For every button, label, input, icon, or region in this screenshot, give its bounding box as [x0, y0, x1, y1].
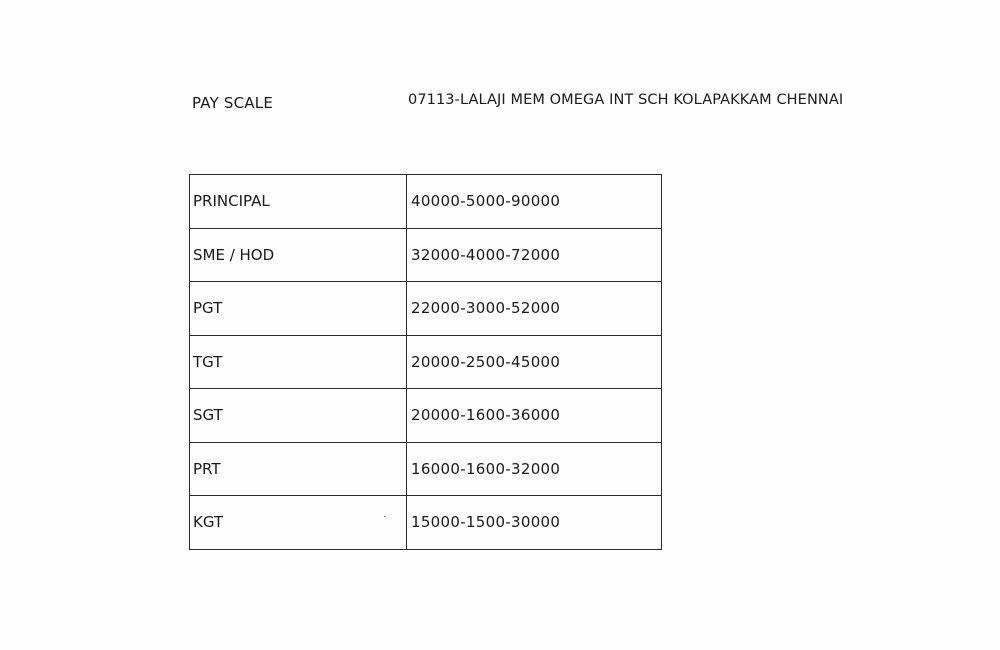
post-cell: KGT — [190, 496, 407, 550]
table-row — [190, 335, 662, 389]
scale-cell: 16000-1600-32000 — [407, 442, 662, 496]
scale-cell: 22000-3000-52000 — [407, 282, 662, 336]
scan-speck — [384, 516, 386, 517]
post-cell: PRINCIPAL — [190, 175, 407, 229]
table-row — [190, 282, 662, 336]
scale-cell: 20000-1600-36000 — [407, 389, 662, 443]
scale-cell: 15000-1500-30000 — [407, 496, 662, 550]
table-row — [190, 228, 662, 282]
post-cell: PGT — [190, 282, 407, 336]
page-title: PAY SCALE — [192, 94, 274, 112]
table-row — [190, 175, 662, 229]
scale-cell: 20000-2500-45000 — [407, 335, 662, 389]
scale-cell: 32000-4000-72000 — [407, 228, 662, 282]
post-cell: TGT — [190, 335, 407, 389]
table-row — [190, 496, 662, 550]
table-row — [190, 389, 662, 443]
post-cell: SGT — [190, 389, 407, 443]
scale-cell: 40000-5000-90000 — [407, 175, 662, 229]
post-cell: PRT — [190, 442, 407, 496]
post-cell: SME / HOD — [190, 228, 407, 282]
school-name: 07113-LALAJI MEM OMEGA INT SCH KOLAPAKKAM CHENNAI — [408, 92, 844, 108]
table-row — [190, 442, 662, 496]
pay-scale-table — [189, 174, 662, 550]
